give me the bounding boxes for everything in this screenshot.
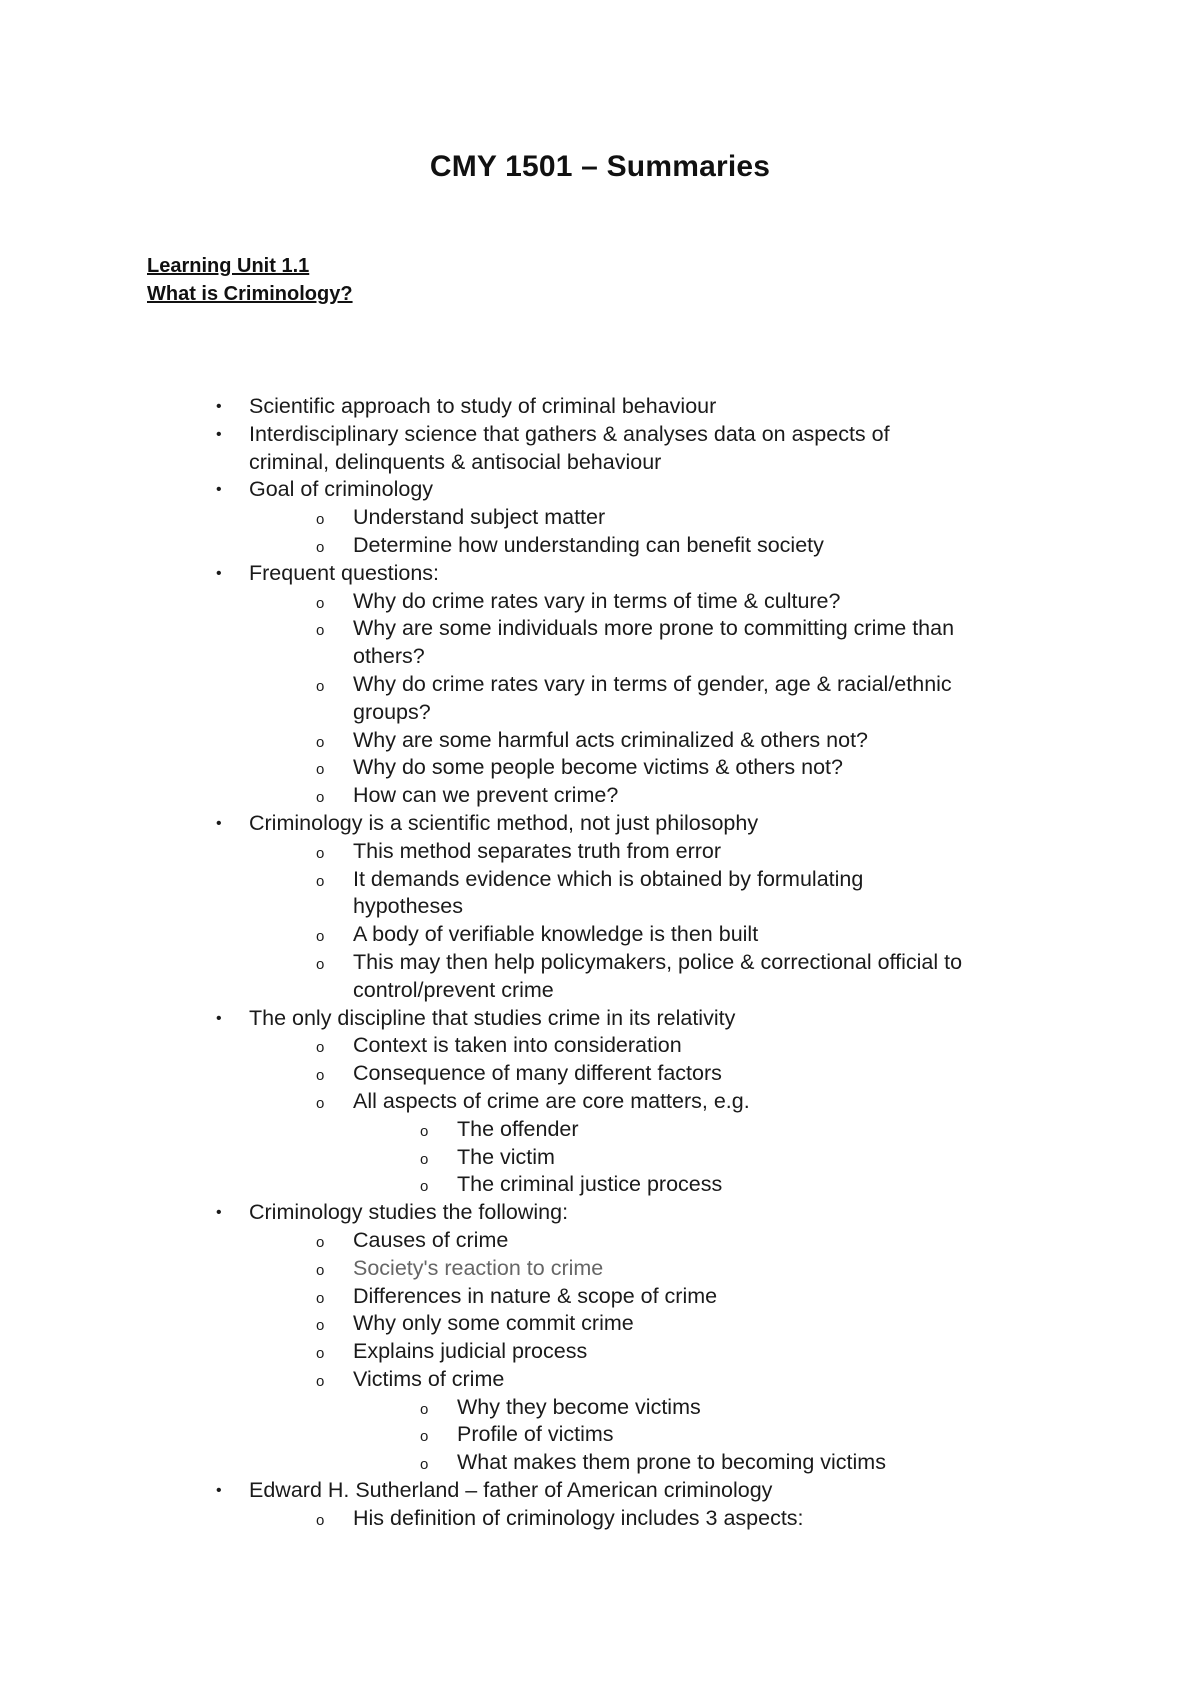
list-item-text: Edward H. Sutherland – father of American criminology [249, 1478, 773, 1503]
list-item [0, 921, 1200, 949]
list-item [0, 810, 1200, 838]
circle-bullet-icon: o [316, 1039, 325, 1057]
list-item-continuation [0, 977, 1200, 1005]
list-item-text: Why are some individuals more prone to committing crime than [353, 616, 955, 641]
list-item-text: Why do crime rates vary in terms of time & culture? [353, 588, 841, 613]
list-item [0, 727, 1200, 755]
list-item-text: Context is taken into consideration [353, 1033, 682, 1058]
list-item-continuation [0, 893, 1200, 921]
list-item [0, 1505, 1200, 1533]
list-item [0, 782, 1200, 810]
list-item [0, 1449, 1200, 1477]
bullet-icon: • [216, 1482, 222, 1500]
list-item-text: Determine how understanding can benefit society [353, 532, 824, 557]
list-item-text: Differences in nature & scope of crime [353, 1283, 718, 1308]
list-item [0, 1088, 1200, 1116]
list-item-text: It demands evidence which is obtained by formulating [353, 866, 864, 891]
list-item [0, 1227, 1200, 1255]
circle-bullet-icon: o [316, 1289, 325, 1307]
list-item-text: His definition of criminology includes 3 aspects: [353, 1505, 804, 1530]
list-item [0, 393, 1200, 421]
summary-list [0, 393, 1200, 1533]
list-item-text: others? [353, 644, 425, 669]
list-item-text: Society's reaction to crime [353, 1255, 604, 1280]
list-item-text: The victim [457, 1144, 555, 1169]
list-item [0, 588, 1200, 616]
list-item [0, 1171, 1200, 1199]
list-item [0, 421, 1200, 449]
list-item [0, 866, 1200, 894]
list-item [0, 560, 1200, 588]
list-item-text: All aspects of crime are core matters, e.g. [353, 1088, 750, 1113]
circle-bullet-icon: o [316, 844, 325, 862]
circle-bullet-icon: o [316, 677, 325, 695]
circle-bullet-icon: o [316, 1067, 325, 1085]
circle-bullet-icon: o [316, 733, 325, 751]
circle-bullet-icon: o [316, 538, 325, 556]
bullet-icon: • [216, 425, 222, 443]
list-item [0, 1144, 1200, 1172]
circle-bullet-icon: o [316, 789, 325, 807]
list-item-text: The criminal justice process [457, 1172, 723, 1197]
circle-bullet-icon: o [420, 1428, 429, 1446]
circle-bullet-icon: o [420, 1178, 429, 1196]
list-item-text: Interdisciplinary science that gathers & analyses data on aspects of [249, 421, 890, 446]
list-item-text: Understand subject matter [353, 505, 606, 530]
list-item-text: groups? [353, 699, 431, 724]
circle-bullet-icon: o [316, 1261, 325, 1279]
circle-bullet-icon: o [316, 1233, 325, 1251]
list-item-text: The only discipline that studies crime in its relativity [249, 1005, 736, 1030]
list-item-text: What makes them prone to becoming victims [457, 1450, 886, 1475]
list-item-text: Consequence of many different factors [353, 1061, 722, 1086]
list-item-continuation [0, 699, 1200, 727]
list-item [0, 671, 1200, 699]
list-item-text: Victims of crime [353, 1366, 505, 1391]
list-item [0, 504, 1200, 532]
document-title: CMY 1501 – Summaries [429, 150, 771, 183]
list-item [0, 1283, 1200, 1311]
list-item-continuation [0, 449, 1200, 477]
circle-bullet-icon: o [420, 1456, 429, 1474]
circle-bullet-icon: o [316, 872, 325, 890]
list-item-text: How can we prevent crime? [353, 783, 619, 808]
circle-bullet-icon: o [316, 1345, 325, 1363]
list-item [0, 1032, 1200, 1060]
list-item-text: This may then help policymakers, police & correctional official to [353, 949, 963, 974]
list-item [0, 1199, 1200, 1227]
list-item-text: The offender [457, 1116, 579, 1141]
list-item-text: criminal, delinquents & antisocial behaviour [249, 449, 662, 474]
list-item-text: A body of verifiable knowledge is then built [353, 922, 759, 947]
circle-bullet-icon: o [316, 1372, 325, 1390]
circle-bullet-icon: o [316, 928, 325, 946]
list-item-text: Causes of crime [353, 1227, 509, 1252]
list-item-text: Frequent questions: [249, 560, 440, 585]
list-item-text: Scientific approach to study of criminal behaviour [249, 394, 717, 418]
bullet-icon: • [216, 1204, 222, 1222]
list-item [0, 1421, 1200, 1449]
circle-bullet-icon: o [420, 1150, 429, 1168]
circle-bullet-icon: o [316, 1094, 325, 1112]
circle-bullet-icon: o [316, 761, 325, 779]
circle-bullet-icon: o [420, 1400, 429, 1418]
list-item-text: Why do some people become victims & others not? [353, 755, 843, 780]
list-item [0, 476, 1200, 504]
list-item [0, 949, 1200, 977]
list-item [0, 754, 1200, 782]
list-item-text: hypotheses [353, 894, 463, 919]
list-item [0, 838, 1200, 866]
list-item [0, 1255, 1200, 1283]
list-item-text: Criminology is a scientific method, not just philosophy [249, 810, 759, 835]
list-item-text: Profile of victims [457, 1422, 614, 1447]
circle-bullet-icon: o [316, 1317, 325, 1335]
list-item-text: Why they become victims [457, 1394, 701, 1419]
list-item [0, 532, 1200, 560]
list-item-text: Why are some harmful acts criminalized & others not? [353, 727, 869, 752]
learning-unit-label: Learning Unit 1.1 [147, 255, 310, 277]
list-item-text: control/prevent crime [353, 977, 554, 1002]
circle-bullet-icon: o [316, 594, 325, 612]
circle-bullet-icon: o [316, 511, 325, 529]
list-item-text: Goal of criminology [249, 477, 434, 502]
list-item [0, 1394, 1200, 1422]
list-item [0, 615, 1200, 643]
list-item [0, 1116, 1200, 1144]
list-item-text: Why do crime rates vary in terms of gender, age & racial/ethnic [353, 671, 952, 696]
list-item-continuation [0, 643, 1200, 671]
list-item-text: Criminology studies the following: [249, 1200, 569, 1225]
bullet-icon: • [216, 481, 222, 499]
circle-bullet-icon: o [316, 955, 325, 973]
circle-bullet-icon: o [316, 1511, 325, 1529]
list-item [0, 1477, 1200, 1505]
list-item [0, 1060, 1200, 1088]
list-item [0, 1310, 1200, 1338]
list-item [0, 1338, 1200, 1366]
bullet-icon: • [216, 1009, 222, 1027]
list-item-text: Why only some commit crime [353, 1311, 634, 1336]
circle-bullet-icon: o [420, 1122, 429, 1140]
list-item [0, 1366, 1200, 1394]
bullet-icon: • [216, 814, 222, 832]
list-item-text: This method separates truth from error [353, 838, 722, 863]
list-item-text: Explains judicial process [353, 1339, 588, 1364]
circle-bullet-icon: o [316, 622, 325, 640]
section-heading: What is Criminology? [147, 283, 353, 305]
bullet-icon: • [216, 398, 222, 415]
list-item [0, 1005, 1200, 1033]
bullet-icon: • [216, 564, 222, 582]
